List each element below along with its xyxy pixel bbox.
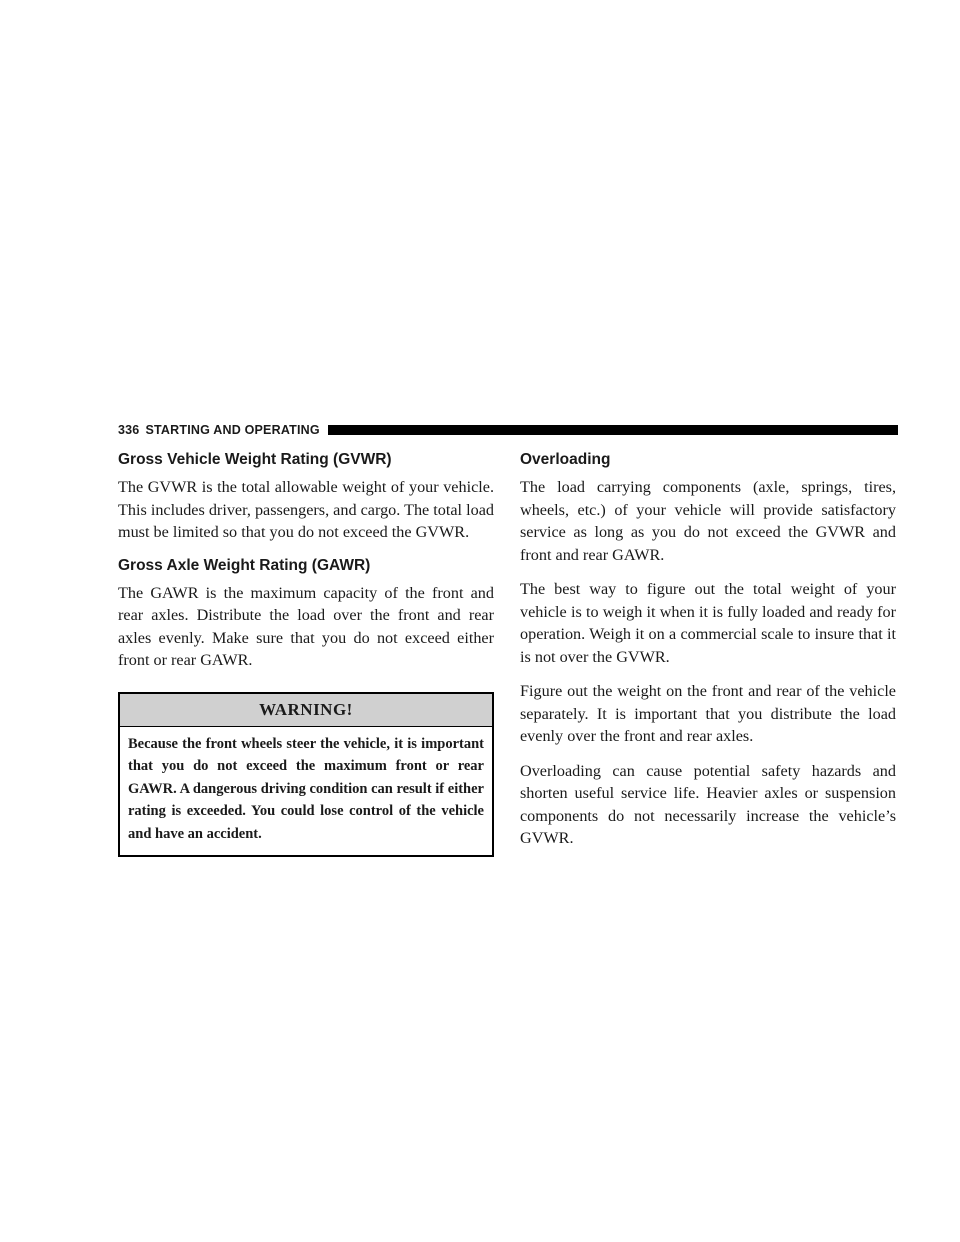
section-title: STARTING AND OPERATING: [145, 423, 320, 437]
overloading-paragraph-1: The load carrying components (axle, springs, tires, wheels, etc.) of your vehicle will provide satisfactory service as long as you do not exceed the GVWR and front and rear GAWR.: [520, 478, 896, 564]
gawr-paragraph: The GAWR is the maximum capacity of the front and rear axles. Distribute the load over the front and rear axles evenly. Make sure that you do not exceed either front or rear GAWR.: [118, 583, 494, 669]
gvwr-paragraph: The GVWR is the total allowable weight of your vehicle. This includes driver, passengers, and cargo. The total load must be limited so that you do not exceed the GVWR.: [118, 478, 494, 541]
warning-title: WARNING!: [120, 694, 492, 727]
gvwr-heading: Gross Vehicle Weight Rating (GVWR): [118, 451, 392, 468]
warning-box: [118, 692, 494, 858]
warning-text: Because the front wheels steer the vehicle, it is important that you do not exceed the maximum front or rear GAWR. A dangerous driving condition can result if either rating is exceeded. You could lose control of the vehicle and have an accident.: [128, 735, 484, 842]
overloading-paragraph-4: Overloading can cause potential safety hazards and shorten useful service life. Heavier axles or suspension components do not necessarily increase the vehicle’s GVWR.: [520, 761, 896, 847]
overloading-heading: Overloading: [520, 451, 611, 468]
header-rule: [328, 425, 898, 435]
gawr-heading: Gross Axle Weight Rating (GAWR): [118, 556, 371, 574]
left-column: [118, 450, 494, 857]
page-header: [118, 423, 898, 437]
overloading-paragraph-3: Figure out the weight on the front and rear of the vehicle separately. It is important that you distribute the load evenly over the front and rear axles.: [520, 682, 896, 745]
right-column: [520, 450, 896, 862]
page-number: 336: [118, 423, 140, 437]
overloading-paragraph-2: The best way to figure out the total weight of your vehicle is to weigh it when it is fully loaded and ready for operation. Weigh it on a commercial scale to insure that it is not over the GVWR.: [520, 580, 896, 666]
